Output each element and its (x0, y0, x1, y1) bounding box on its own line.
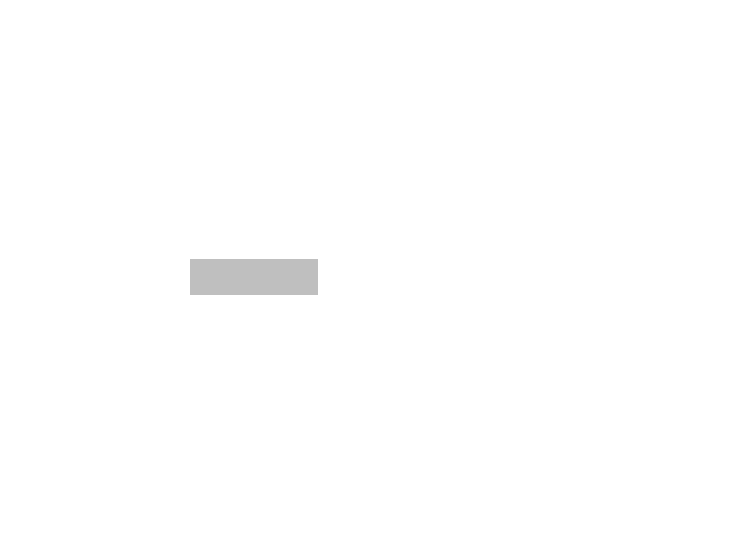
calculate-button[interactable] (190, 259, 318, 295)
